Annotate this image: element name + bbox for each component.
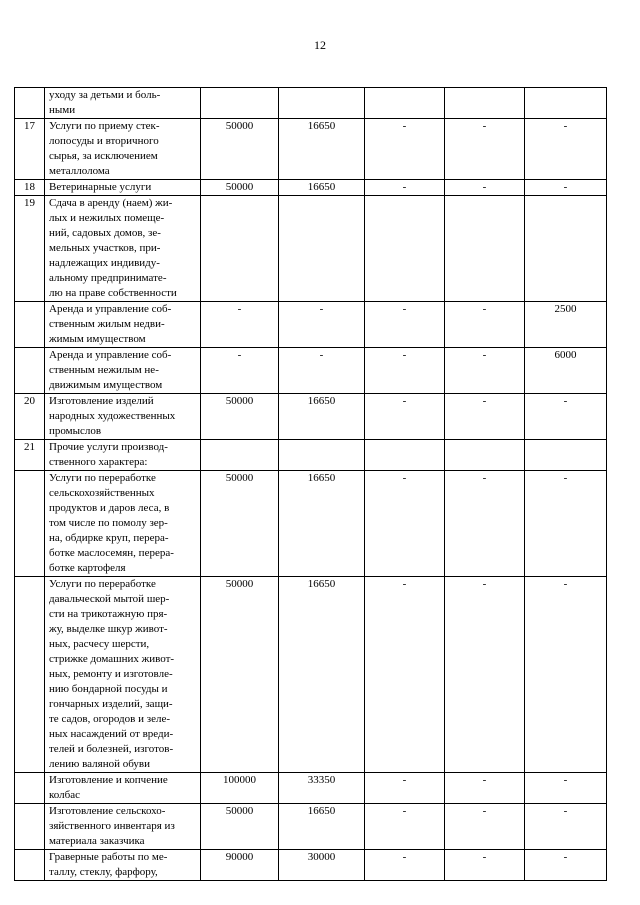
value-cell-v3 [365, 440, 445, 471]
table-row [15, 440, 607, 471]
description-line: ботке картофеля [49, 562, 126, 574]
value-cell-v3: - [365, 119, 445, 180]
description-line: сырья, за исключением [49, 150, 158, 162]
description-line: сельскохозяйственных [49, 487, 155, 499]
value-cell-v5: - [525, 119, 607, 180]
value-cell-v3: - [365, 180, 445, 196]
row-number: 21 [15, 440, 45, 471]
value-cell-v1: 50000 [201, 577, 279, 773]
row-number [15, 302, 45, 348]
description-line: движимым имуществом [49, 379, 163, 391]
value-cell-v2: 16650 [279, 119, 365, 180]
service-description [45, 88, 201, 119]
value-cell-v1: 100000 [201, 773, 279, 804]
value-cell-v4 [445, 440, 525, 471]
value-cell-v2: 16650 [279, 804, 365, 850]
description-line: на, обдирке круп, перера- [49, 532, 169, 544]
description-line: уходу за детьми и боль- [49, 89, 161, 101]
value-cell-v3: - [365, 471, 445, 577]
value-cell-v5 [525, 196, 607, 302]
description-line: Сдача в аренду (наем) жи- [49, 197, 173, 209]
table-row [15, 119, 607, 180]
table-row [15, 348, 607, 394]
description-line: лопосуды и вторичного [49, 135, 159, 147]
service-description [45, 773, 201, 804]
value-cell-v2 [279, 196, 365, 302]
tariff-table [14, 87, 607, 881]
service-description [45, 302, 201, 348]
description-line: гончарных изделий, защи- [49, 698, 173, 710]
description-line: Изготовление изделий [49, 395, 154, 407]
value-cell-v4 [445, 88, 525, 119]
description-line: лению валяной обуви [49, 758, 150, 770]
description-line: народных художественных [49, 410, 176, 422]
value-cell-v4 [445, 196, 525, 302]
description-line: жимым имуществом [49, 333, 146, 345]
service-description [45, 180, 201, 196]
table-row [15, 302, 607, 348]
value-cell-v1: 50000 [201, 471, 279, 577]
description-line: ственным жилым недви- [49, 318, 165, 330]
description-line: лых и нежилых помеще- [49, 212, 165, 224]
table-row [15, 577, 607, 773]
value-cell-v2: 16650 [279, 180, 365, 196]
table-row [15, 804, 607, 850]
description-line: том числе по помолу зер- [49, 517, 168, 529]
description-line: ных, ремонту и изготовле- [49, 668, 173, 680]
value-cell-v3: - [365, 394, 445, 440]
description-line: Изготовление и копчение [49, 774, 168, 786]
service-description [45, 348, 201, 394]
value-cell-v5 [525, 88, 607, 119]
description-line: Граверные работы по ме- [49, 851, 168, 863]
value-cell-v1: 50000 [201, 804, 279, 850]
value-cell-v2: - [279, 348, 365, 394]
service-description [45, 440, 201, 471]
row-number [15, 88, 45, 119]
row-number [15, 471, 45, 577]
description-line: Аренда и управление соб- [49, 349, 172, 361]
description-line: Изготовление сельскохо- [49, 805, 166, 817]
service-description [45, 471, 201, 577]
description-line: ний, садовых домов, зе- [49, 227, 161, 239]
value-cell-v1 [201, 88, 279, 119]
service-description [45, 394, 201, 440]
description-line: Ветеринарные услуги [49, 181, 152, 193]
service-description [45, 577, 201, 773]
value-cell-v3: - [365, 850, 445, 881]
value-cell-v2: - [279, 302, 365, 348]
row-number: 18 [15, 180, 45, 196]
description-line: колбас [49, 789, 80, 801]
value-cell-v5 [525, 440, 607, 471]
value-cell-v4: - [445, 394, 525, 440]
service-description [45, 850, 201, 881]
value-cell-v2: 16650 [279, 471, 365, 577]
value-cell-v1: - [201, 348, 279, 394]
row-number: 17 [15, 119, 45, 180]
description-line: Услуги по приему стек- [49, 120, 160, 132]
value-cell-v1 [201, 440, 279, 471]
description-line: Прочие услуги производ- [49, 441, 168, 453]
value-cell-v1: 50000 [201, 180, 279, 196]
description-line: таллу, стеклу, фарфору, [49, 866, 158, 878]
row-number [15, 348, 45, 394]
page-number: 12 [314, 38, 326, 52]
value-cell-v4: - [445, 577, 525, 773]
description-line: ных насаждений от вреди- [49, 728, 174, 740]
value-cell-v3: - [365, 348, 445, 394]
description-line: ственного характера: [49, 456, 148, 468]
description-line: лю на праве собственности [49, 287, 177, 299]
row-number: 20 [15, 394, 45, 440]
description-line: альному предпринимате- [49, 272, 167, 284]
value-cell-v3 [365, 88, 445, 119]
value-cell-v4: - [445, 119, 525, 180]
description-line: зяйственного инвентаря из [49, 820, 175, 832]
description-line: те садов, огородов и зеле- [49, 713, 170, 725]
value-cell-v3: - [365, 302, 445, 348]
value-cell-v4: - [445, 804, 525, 850]
table-row [15, 773, 607, 804]
description-line: Услуги по переработке [49, 578, 156, 590]
value-cell-v2: 16650 [279, 394, 365, 440]
row-number [15, 804, 45, 850]
table-row [15, 471, 607, 577]
value-cell-v5: - [525, 850, 607, 881]
description-line: материала заказчика [49, 835, 145, 847]
value-cell-v5: - [525, 471, 607, 577]
value-cell-v2 [279, 88, 365, 119]
table-row [15, 394, 607, 440]
description-line: жу, выделке шкур живот- [49, 623, 168, 635]
row-number [15, 577, 45, 773]
table-row [15, 850, 607, 881]
value-cell-v5: - [525, 180, 607, 196]
value-cell-v2: 16650 [279, 577, 365, 773]
value-cell-v3: - [365, 773, 445, 804]
service-description [45, 119, 201, 180]
description-line: промыслов [49, 425, 102, 437]
description-line: ботке маслосемян, перера- [49, 547, 174, 559]
description-line: ственным нежилым не- [49, 364, 159, 376]
value-cell-v1: 90000 [201, 850, 279, 881]
value-cell-v1: 50000 [201, 394, 279, 440]
value-cell-v4: - [445, 850, 525, 881]
service-description [45, 804, 201, 850]
row-number [15, 850, 45, 881]
value-cell-v2: 33350 [279, 773, 365, 804]
row-number: 19 [15, 196, 45, 302]
description-line: давальческой мытой шер- [49, 593, 170, 605]
description-line: ными [49, 104, 76, 116]
value-cell-v4: - [445, 302, 525, 348]
value-cell-v4: - [445, 180, 525, 196]
value-cell-v5: - [525, 804, 607, 850]
description-line: мельных участков, при- [49, 242, 161, 254]
description-line: Аренда и управление соб- [49, 303, 172, 315]
description-line: надлежащих индивиду- [49, 257, 160, 269]
description-line: телей и болезней, изготов- [49, 743, 174, 755]
value-cell-v5: - [525, 394, 607, 440]
description-line: продуктов и даров леса, в [49, 502, 170, 514]
value-cell-v1 [201, 196, 279, 302]
description-line: Услуги по переработке [49, 472, 156, 484]
value-cell-v5: - [525, 577, 607, 773]
value-cell-v3: - [365, 577, 445, 773]
value-cell-v4: - [445, 471, 525, 577]
description-line: металлолома [49, 165, 110, 177]
value-cell-v4: - [445, 773, 525, 804]
value-cell-v3 [365, 196, 445, 302]
table-row [15, 88, 607, 119]
value-cell-v4: - [445, 348, 525, 394]
table-row [15, 180, 607, 196]
service-description [45, 196, 201, 302]
value-cell-v1: - [201, 302, 279, 348]
value-cell-v5: 6000 [525, 348, 607, 394]
value-cell-v5: - [525, 773, 607, 804]
value-cell-v2: 30000 [279, 850, 365, 881]
table-row [15, 196, 607, 302]
description-line: стрижке домашних живот- [49, 653, 175, 665]
description-line: ных, расчесу шерсти, [49, 638, 150, 650]
description-line: нию бондарной посуды и [49, 683, 168, 695]
value-cell-v2 [279, 440, 365, 471]
value-cell-v3: - [365, 804, 445, 850]
value-cell-v5: 2500 [525, 302, 607, 348]
row-number [15, 773, 45, 804]
value-cell-v1: 50000 [201, 119, 279, 180]
description-line: сти на трикотажную пря- [49, 608, 168, 620]
